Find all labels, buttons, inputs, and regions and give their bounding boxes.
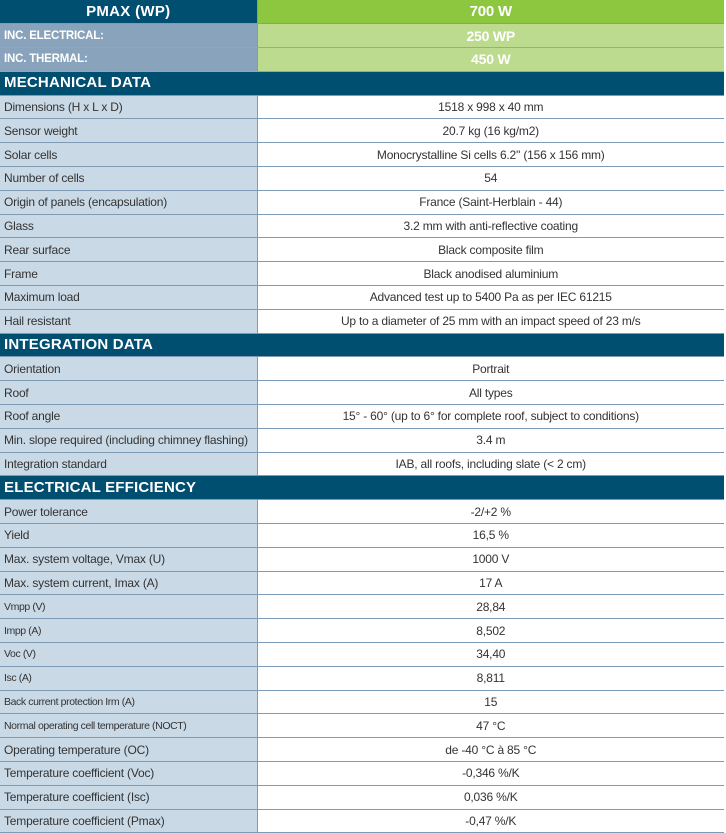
row-value: 0,036 %/K bbox=[257, 785, 724, 809]
inc-thermal-value: 450 W bbox=[257, 48, 724, 72]
table-row bbox=[0, 666, 724, 690]
row-label: Sensor weight bbox=[0, 119, 257, 143]
row-label: Orientation bbox=[0, 357, 257, 381]
row-value: 54 bbox=[257, 167, 724, 191]
row-label: Roof angle bbox=[0, 405, 257, 429]
row-value: 17 A bbox=[257, 571, 724, 595]
row-value: 28,84 bbox=[257, 595, 724, 619]
table-row bbox=[0, 524, 724, 548]
row-value: 3.4 m bbox=[257, 428, 724, 452]
row-value: 47 °C bbox=[257, 714, 724, 738]
table-row bbox=[0, 714, 724, 738]
row-value: 3.2 mm with anti-reflective coating bbox=[257, 214, 724, 238]
table-row bbox=[0, 428, 724, 452]
row-label: Back current protection Irm (A) bbox=[0, 690, 257, 714]
inc-thermal-row bbox=[0, 48, 724, 72]
table-row bbox=[0, 643, 724, 667]
section-title: ELECTRICAL EFFICIENCY bbox=[0, 476, 724, 500]
row-label: Frame bbox=[0, 262, 257, 286]
row-value: 8,502 bbox=[257, 619, 724, 643]
table-row bbox=[0, 690, 724, 714]
row-value: Black composite film bbox=[257, 238, 724, 262]
row-value: -2/+2 % bbox=[257, 500, 724, 524]
row-label: Temperature coefficient (Isc) bbox=[0, 785, 257, 809]
inc-electrical-value: 250 WP bbox=[257, 24, 724, 48]
row-label: Impp (A) bbox=[0, 619, 257, 643]
row-label: Roof bbox=[0, 381, 257, 405]
table-row bbox=[0, 762, 724, 786]
row-label: Isc (A) bbox=[0, 666, 257, 690]
table-row bbox=[0, 738, 724, 762]
section-header-mechanical bbox=[0, 71, 724, 95]
row-label: Temperature coefficient (Voc) bbox=[0, 762, 257, 786]
table-row bbox=[0, 262, 724, 286]
row-value: de -40 °C à 85 °C bbox=[257, 738, 724, 762]
table-row bbox=[0, 619, 724, 643]
pmax-label: PMAX (WP) bbox=[0, 0, 257, 24]
table-row bbox=[0, 167, 724, 191]
pmax-value: 700 W bbox=[257, 0, 724, 24]
row-label: Origin of panels (encapsulation) bbox=[0, 190, 257, 214]
row-label: Vmpp (V) bbox=[0, 595, 257, 619]
table-row bbox=[0, 785, 724, 809]
table-row bbox=[0, 809, 724, 833]
section-title: INTEGRATION DATA bbox=[0, 333, 724, 357]
row-value: -0,47 %/K bbox=[257, 809, 724, 833]
row-label: Normal operating cell temperature (NOCT) bbox=[0, 714, 257, 738]
row-label: Power tolerance bbox=[0, 500, 257, 524]
table-row bbox=[0, 571, 724, 595]
row-label: Glass bbox=[0, 214, 257, 238]
table-row bbox=[0, 381, 724, 405]
inc-electrical-label: INC. ELECTRICAL: bbox=[0, 24, 257, 48]
row-label: Integration standard bbox=[0, 452, 257, 476]
row-label: Number of cells bbox=[0, 167, 257, 191]
table-row bbox=[0, 357, 724, 381]
table-row bbox=[0, 405, 724, 429]
section-header-electrical bbox=[0, 476, 724, 500]
row-label: Voc (V) bbox=[0, 643, 257, 667]
table-row bbox=[0, 119, 724, 143]
table-row bbox=[0, 547, 724, 571]
row-label: Dimensions (H x L x D) bbox=[0, 95, 257, 119]
row-label: Solar cells bbox=[0, 143, 257, 167]
inc-electrical-row bbox=[0, 24, 724, 48]
row-label: Max. system current, Imax (A) bbox=[0, 571, 257, 595]
row-label: Min. slope required (including chimney flashing) bbox=[0, 428, 257, 452]
inc-thermal-label: INC. THERMAL: bbox=[0, 48, 257, 72]
table-row bbox=[0, 452, 724, 476]
table-row bbox=[0, 238, 724, 262]
row-value: 15° - 60° (up to 6° for complete roof, subject to conditions) bbox=[257, 405, 724, 429]
row-value: All types bbox=[257, 381, 724, 405]
row-label: Yield bbox=[0, 524, 257, 548]
row-value: Monocrystalline Si cells 6.2'' (156 x 156 mm) bbox=[257, 143, 724, 167]
row-label: Rear surface bbox=[0, 238, 257, 262]
row-value: IAB, all roofs, including slate (< 2 cm) bbox=[257, 452, 724, 476]
table-row bbox=[0, 595, 724, 619]
table-row bbox=[0, 214, 724, 238]
row-value: Up to a diameter of 25 mm with an impact speed of 23 m/s bbox=[257, 309, 724, 333]
row-value: France (Saint-Herblain - 44) bbox=[257, 190, 724, 214]
table-row bbox=[0, 143, 724, 167]
table-row bbox=[0, 95, 724, 119]
row-value: 1000 V bbox=[257, 547, 724, 571]
section-header-integration bbox=[0, 333, 724, 357]
table-row bbox=[0, 500, 724, 524]
row-value: -0,346 %/K bbox=[257, 762, 724, 786]
row-label: Max. system voltage, Vmax (U) bbox=[0, 547, 257, 571]
row-value: 1518 x 998 x 40 mm bbox=[257, 95, 724, 119]
row-value: Black anodised aluminium bbox=[257, 262, 724, 286]
table-row bbox=[0, 190, 724, 214]
row-label: Operating temperature (OC) bbox=[0, 738, 257, 762]
row-value: 16,5 % bbox=[257, 524, 724, 548]
row-value: Advanced test up to 5400 Pa as per IEC 61215 bbox=[257, 286, 724, 310]
pmax-row bbox=[0, 0, 724, 24]
table-row bbox=[0, 286, 724, 310]
row-value: 8,811 bbox=[257, 666, 724, 690]
row-label: Temperature coefficient (Pmax) bbox=[0, 809, 257, 833]
row-value: 20.7 kg (16 kg/m2) bbox=[257, 119, 724, 143]
row-label: Hail resistant bbox=[0, 309, 257, 333]
table-row bbox=[0, 309, 724, 333]
section-title: MECHANICAL DATA bbox=[0, 71, 724, 95]
row-value: Portrait bbox=[257, 357, 724, 381]
row-label: Maximum load bbox=[0, 286, 257, 310]
row-value: 34,40 bbox=[257, 643, 724, 667]
row-value: 15 bbox=[257, 690, 724, 714]
